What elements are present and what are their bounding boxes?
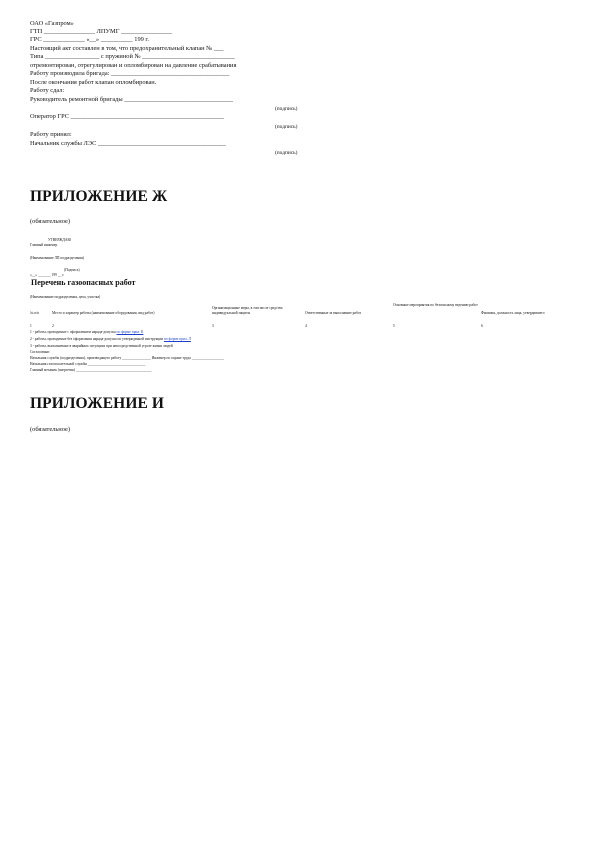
act-line-les-head: Начальник службы ЛЭС ________________________________________ [30, 140, 226, 147]
table-col-number: 1 [30, 324, 32, 328]
note-line [30, 330, 143, 335]
signature-label: (подпись) [275, 150, 298, 156]
sign-hint: (Подпись) [64, 268, 80, 272]
signature-label: (подпись) [275, 124, 298, 130]
agreed-label: Согласовано: [30, 350, 51, 354]
act-line-brigade: Работу производила бригада: _____________________________________ [30, 70, 230, 77]
org-hint: (Наименование ЛП подразделения) [30, 256, 85, 260]
form-link-k[interactable]: по форме прил. К [116, 330, 144, 334]
footer-signature-line: Начальник газоспасательной службы ________________________________ [30, 362, 146, 366]
act-line-sealed: После окончания работ клапан опломбирован. [30, 79, 157, 86]
note-line: 3 - работы, выполняемые в аварийных ситуациях при непосредственной угрозе жизни людей [30, 344, 173, 348]
org-name: ОАО «Газпром» [30, 20, 74, 27]
table-header-responsible: Ответственные за выполнение работ [305, 311, 362, 315]
chief-engineer-label: Главный инженер [30, 243, 58, 247]
table-col-number: 3 [212, 324, 214, 328]
table-header-place: Место и характер работы (наименование оборудования, вид работ) [52, 311, 155, 315]
act-line-statement: Настоящий акт составлен в том, что предохранительный клапан № ___ [30, 45, 224, 52]
act-line-type: Типа _________________ с пружиной № _____________________________ [30, 53, 235, 60]
appendix-i-title: ПРИЛОЖЕНИЕ И [30, 395, 165, 412]
appendix-i-obligatory: (обязательное) [30, 426, 70, 433]
appendix-zh-title: ПРИЛОЖЕНИЕ Ж [30, 188, 168, 205]
table-header-number: № п/п [30, 311, 40, 315]
table-col-number: 2 [52, 324, 54, 328]
signature-label: (подпись) [275, 106, 298, 112]
table-header-measures: Организационные меры, в том числе средства индивидуальной защиты [212, 306, 283, 315]
approval-date: «__» _______ 199 __ г. [30, 273, 65, 277]
footer-signature-line: Начальник службы (подразделения), производящего работу ________________ Инженер по охране труда __________________ [30, 356, 225, 360]
hazardous-works-list-title: Перечень газоопасных работ [31, 278, 136, 287]
act-line-gtp: ГТП ________________ ЛПУМГ ________________ [30, 28, 173, 35]
act-line-handed-over: Работу сдал: [30, 87, 65, 94]
note-text: 2 - работы, проводимые без оформления наряда-допуска по утвержденной инструкции [30, 337, 164, 341]
table-col-number: 6 [481, 324, 483, 328]
table-col-number: 5 [393, 324, 395, 328]
appendix-zh-obligatory: (обязательное) [30, 218, 70, 225]
table-col-number: 4 [305, 324, 307, 328]
form-link-l[interactable]: по форме прил. Л [164, 337, 191, 341]
note-text: 1 - работы, проводимые с оформлением наряда-допуска [30, 330, 116, 334]
footer-signature-line: Главный механик (энергетик) __________________________________________ [30, 368, 152, 372]
table-header-approver: Фамилия, должность лица, утвердившего [481, 311, 545, 315]
act-line-adjusted: отремонтирован, отрегулирован и опломбирован на давление срабатывания [30, 62, 237, 69]
table-header-safety: Основные мероприятия по безопасному ведению работ [393, 303, 478, 307]
subdivision-hint: (Наименование подразделения, цеха, участка) [30, 295, 101, 299]
act-line-brigade-head: Руководитель ремонтной бригады __________________________________ [30, 96, 233, 103]
act-line-grs: ГРС _____________ «__» __________ 199 г. [30, 36, 149, 43]
act-line-operator: Оператор ГРС ________________________________________________ [30, 113, 224, 120]
approve-label: УТВЕРЖДАЮ [48, 238, 72, 242]
act-line-accepted: Работу принял: [30, 131, 72, 138]
note-line [30, 337, 191, 342]
